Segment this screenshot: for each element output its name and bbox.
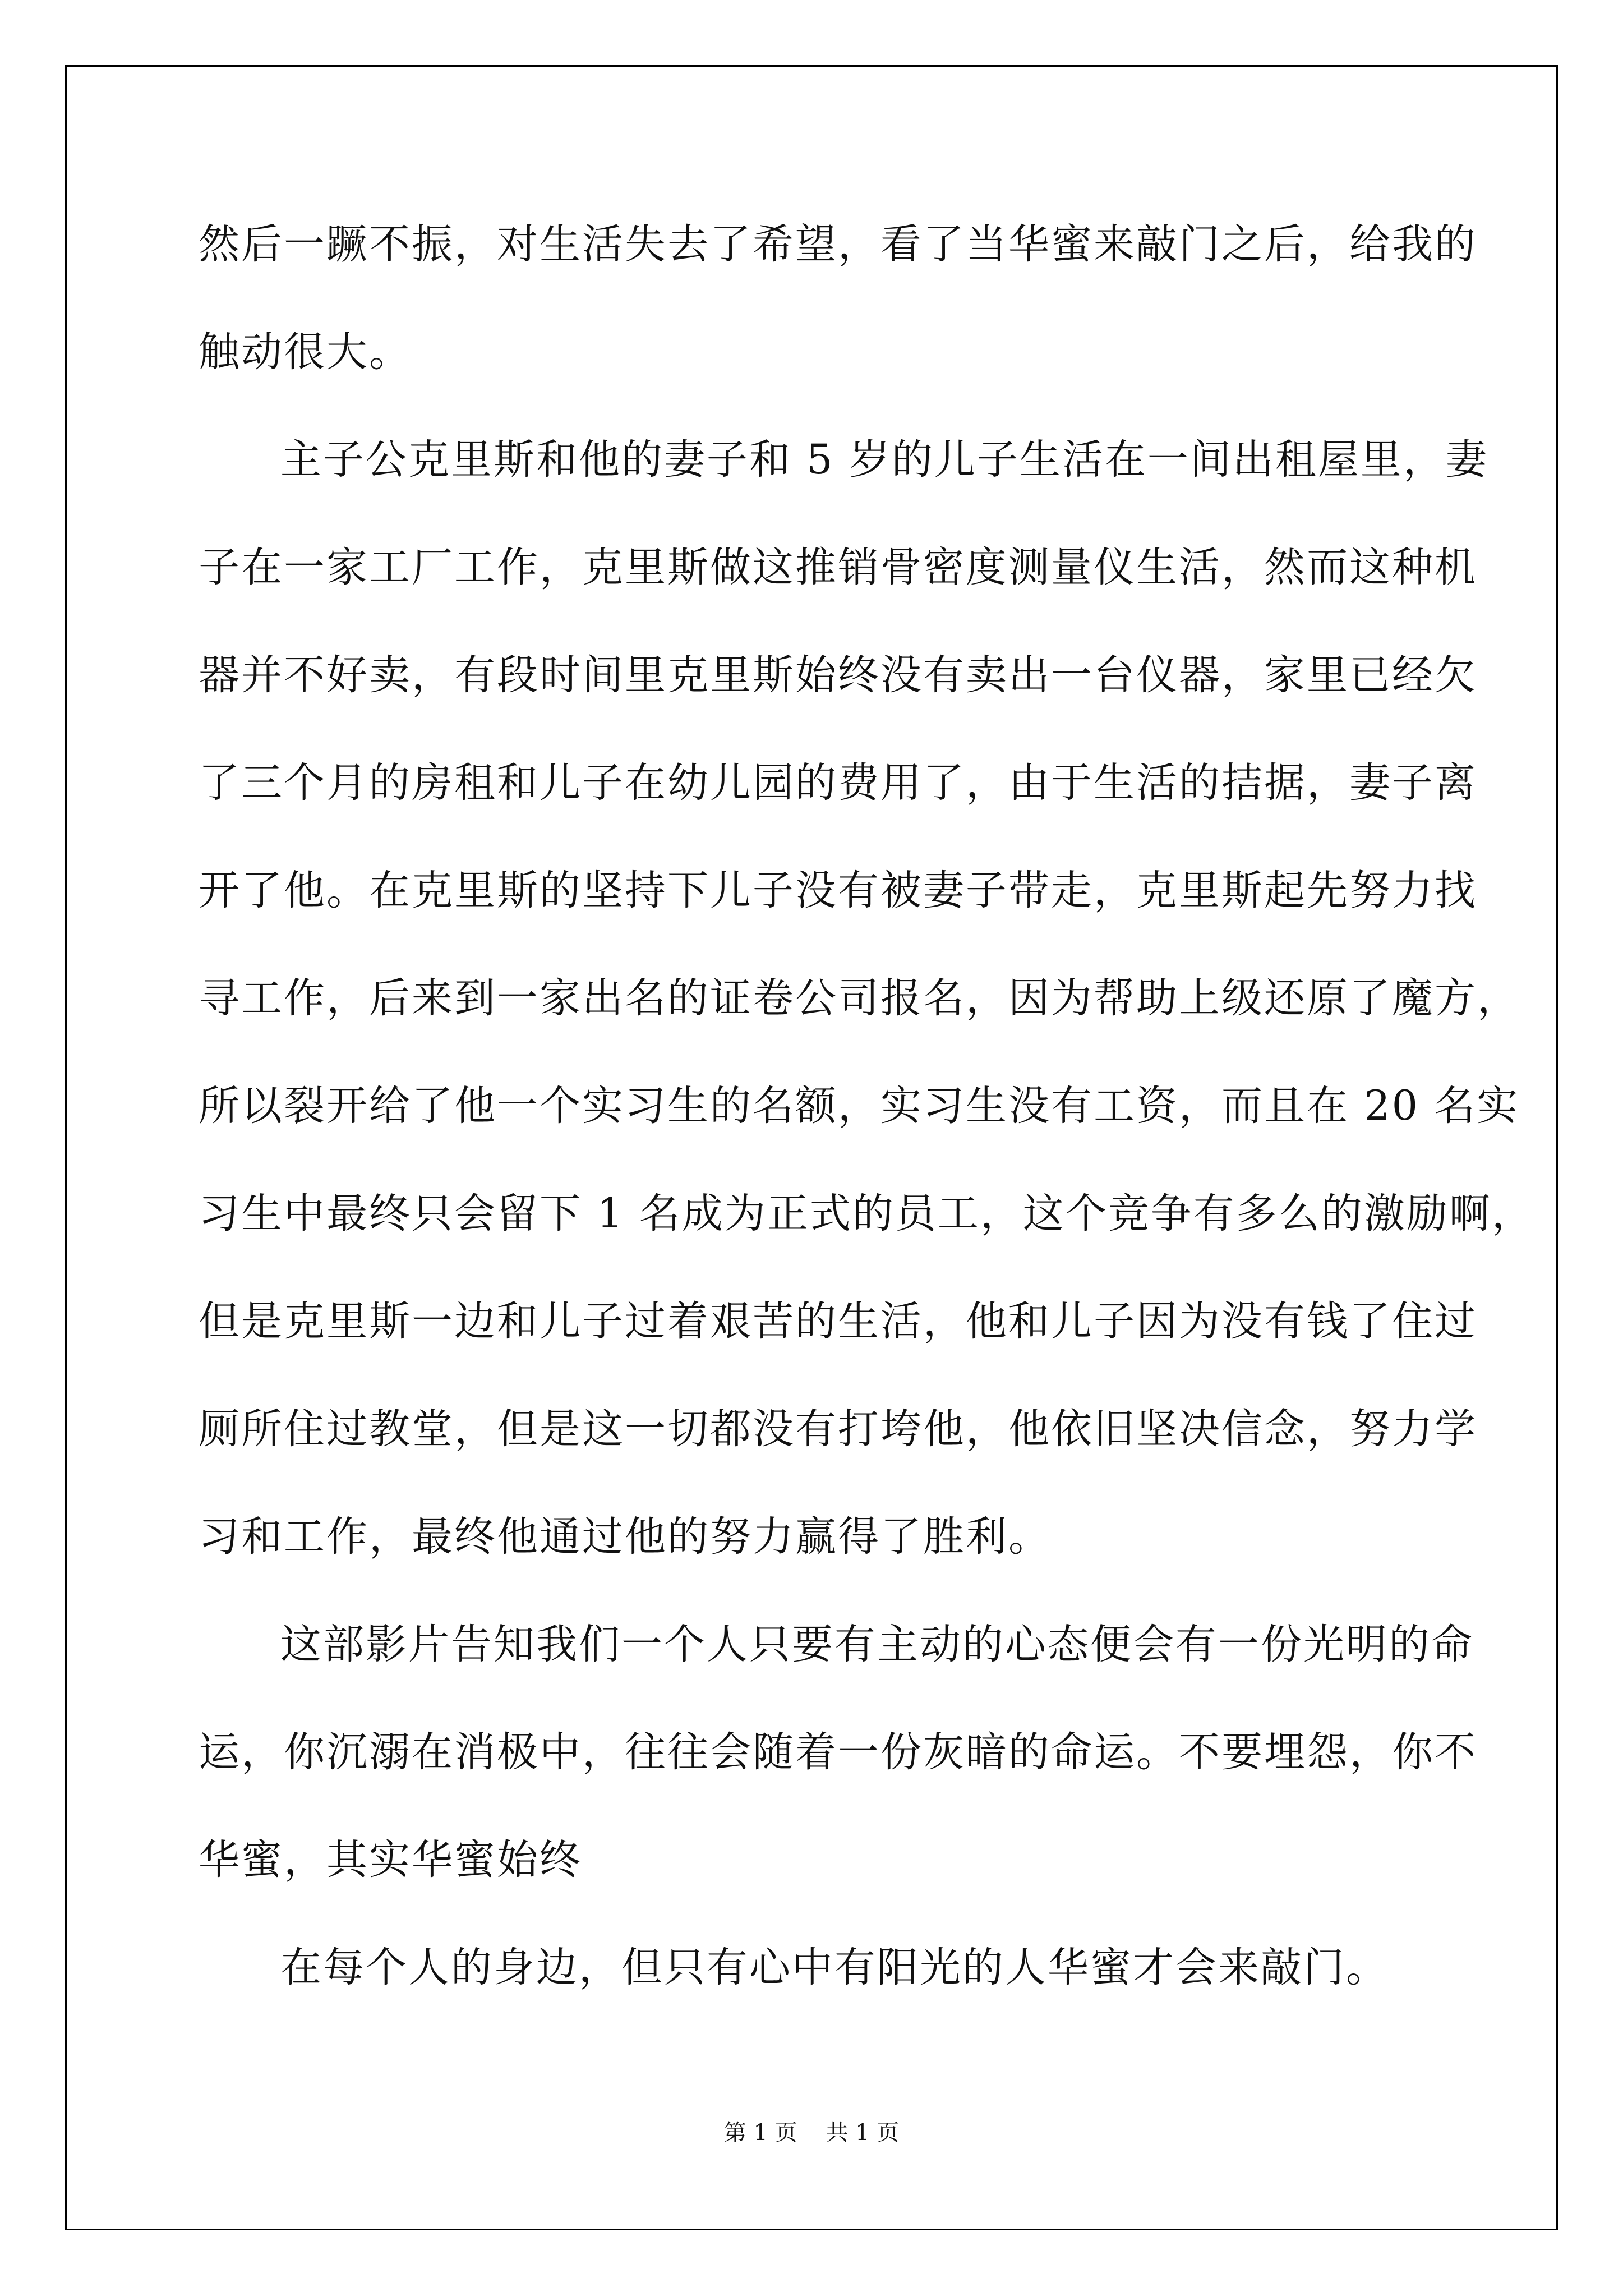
paragraph-start-line: 在每个人的身边，但只有心中有阳光的人华蜜才会来敲门。 xyxy=(280,1944,1389,1991)
text-line: 华蜜，其实华蜜始终 xyxy=(199,1836,582,1884)
text-line: 触动很大。 xyxy=(199,328,412,376)
text-line: 寻工作，后来到一家出名的证卷公司报名，因为帮助上级还原了魔方， xyxy=(199,974,1520,1022)
text-line: 器并不好卖，有段时间里克里斯始终没有卖出一台仪器，家里已经欠 xyxy=(199,651,1477,699)
text-line: 开了他。在克里斯的坚持下儿子没有被妻子带走，克里斯起先努力找 xyxy=(199,867,1477,914)
text-line: 运，你沉溺在消极中，往往会随着一份灰暗的命运。不要埋怨，你不 xyxy=(199,1728,1477,1776)
paragraph-start-line: 这部影片告知我们一个人只要有主动的心态便会有一份光明的命 xyxy=(280,1621,1474,1668)
text-line: 然后一蹶不振，对生活失去了希望，看了当华蜜来敲门之后，给我的 xyxy=(199,220,1477,268)
document-body xyxy=(199,191,1534,2022)
page-number-footer: 第 1 页 共 1 页 xyxy=(723,2120,900,2146)
text-line: 习生中最终只会留下 1 名成为正式的员工，这个竞争有多么的激励啊， xyxy=(199,1190,1534,1237)
text-line: 厕所住过教堂，但是这一切都没有打垮他，他依旧坚决信念，努力学 xyxy=(199,1405,1477,1453)
paragraph-start-line: 主子公克里斯和他的妻子和 5 岁的儿子生活在一间出租屋里，妻 xyxy=(280,436,1488,484)
text-line: 所以裂开给了他一个实习生的名额，实习生没有工资，而且在 20 名实 xyxy=(199,1082,1520,1130)
text-line: 但是克里斯一边和儿子过着艰苦的生活，他和儿子因为没有钱了住过 xyxy=(199,1297,1477,1345)
text-line: 习和工作，最终他通过他的努力赢得了胜利。 xyxy=(199,1513,1051,1561)
text-line: 子在一家工厂工作，克里斯做这推销骨密度测量仪生活，然而这种机 xyxy=(199,544,1477,591)
text-line: 了三个月的房租和儿子在幼儿园的费用了，由于生活的拮据，妻子离 xyxy=(199,759,1477,807)
